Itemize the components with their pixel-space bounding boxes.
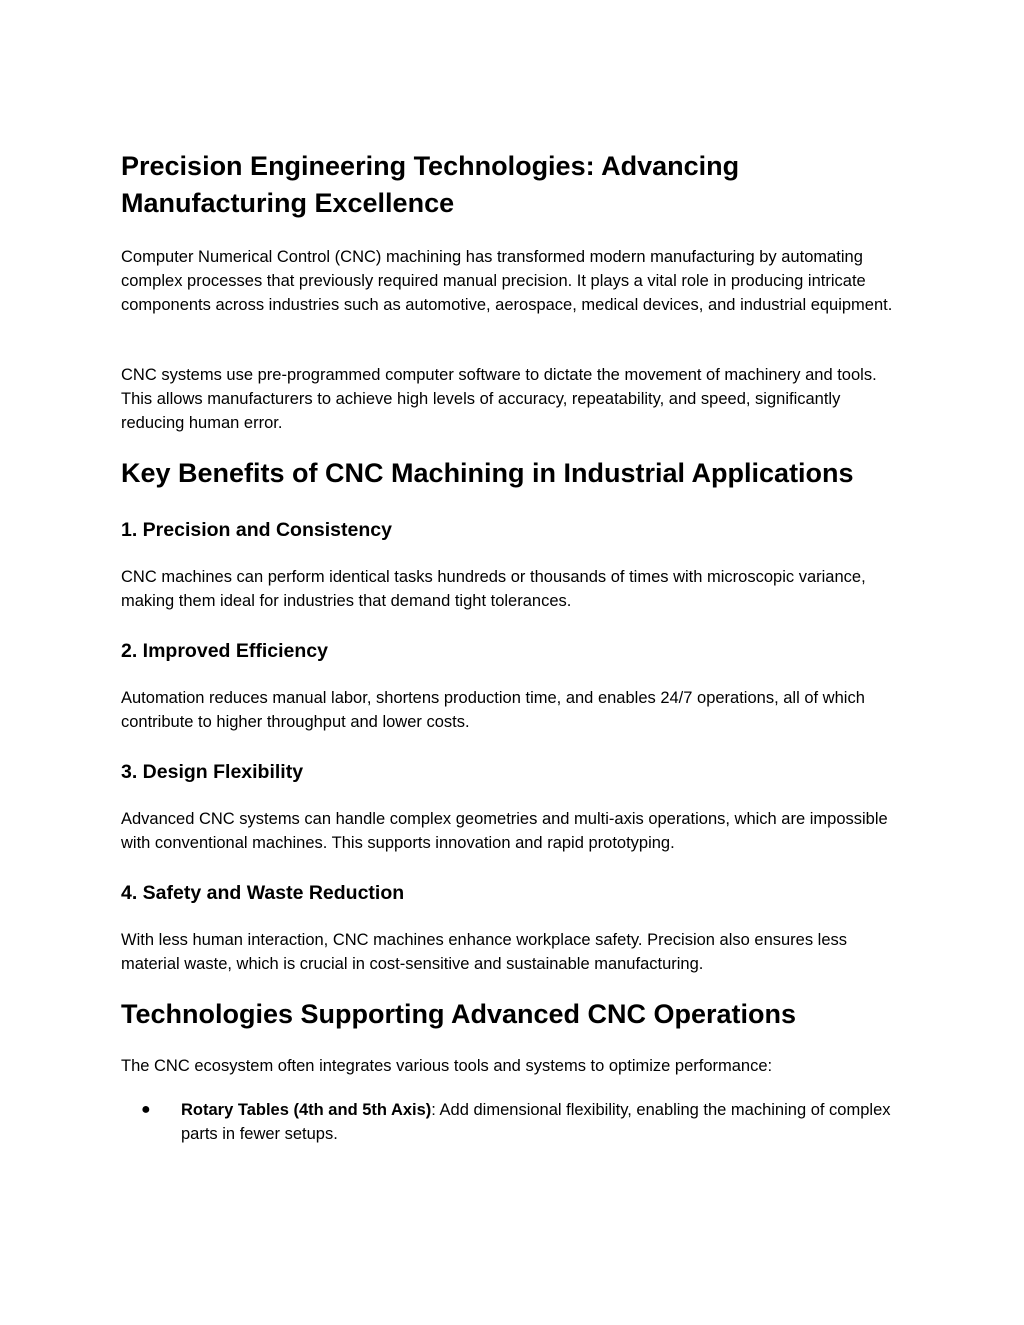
benefit-text-1: CNC machines can perform identical tasks hundreds or thousands of times with microscopic variance, making them ideal for industries that demand tight tolerances. [121,568,866,611]
benefit-text-2: Automation reduces manual labor, shortens production time, and enables 24/7 operations, all of which contribute to higher throughput and lower costs. [121,689,865,732]
benefit-text-4: With less human interaction, CNC machines enhance workplace safety. Precision also ensures less material waste, which is crucial in cost-sensitive and sustainable manufacturing. [121,931,848,974]
technologies-bullet-list [121,1098,906,1146]
bullet-term: Rotary Tables (4th and 5th Axis) [181,1101,432,1119]
technologies-heading: Technologies Supporting Advanced CNC Operations [121,999,797,1029]
intro-paragraph-2: CNC systems use pre-programmed computer software to dictate the movement of machinery and tools. This allows manufacturers to achieve high levels of accuracy, repeatability, and speed, significantly reducing human error. [121,366,877,433]
intro-paragraph-1: Computer Numerical Control (CNC) machining has transformed modern manufacturing by automating complex processes that previously required manual precision. It plays a vital role in producing intricate components across industries such as automotive, aerospace, medical devices, and industrial equipment. [121,248,893,315]
benefit-heading-1: 1. Precision and Consistency [121,519,392,541]
benefit-heading-3: 3. Design Flexibility [121,761,304,783]
benefit-heading-4: 4. Safety and Waste Reduction [121,882,405,904]
bullet-item-rotary-tables [121,1098,906,1146]
benefits-heading: Key Benefits of CNC Machining in Industrial Applications [121,458,854,488]
bullet-icon: ● [141,1101,151,1118]
bullet-text: : Add dimensional flexibility, enabling the machining of complex parts in fewer setups. [181,1101,891,1144]
benefit-text-3: Advanced CNC systems can handle complex geometries and multi-axis operations, which are impossible with conventional machines. This supports innovation and rapid prototyping. [121,810,888,853]
document-title: Precision Engineering Technologies: Advancing Manufacturing Excellence [121,151,740,218]
technologies-intro: The CNC ecosystem often integrates various tools and systems to optimize performance: [121,1057,773,1075]
benefit-heading-2: 2. Improved Efficiency [121,640,328,662]
